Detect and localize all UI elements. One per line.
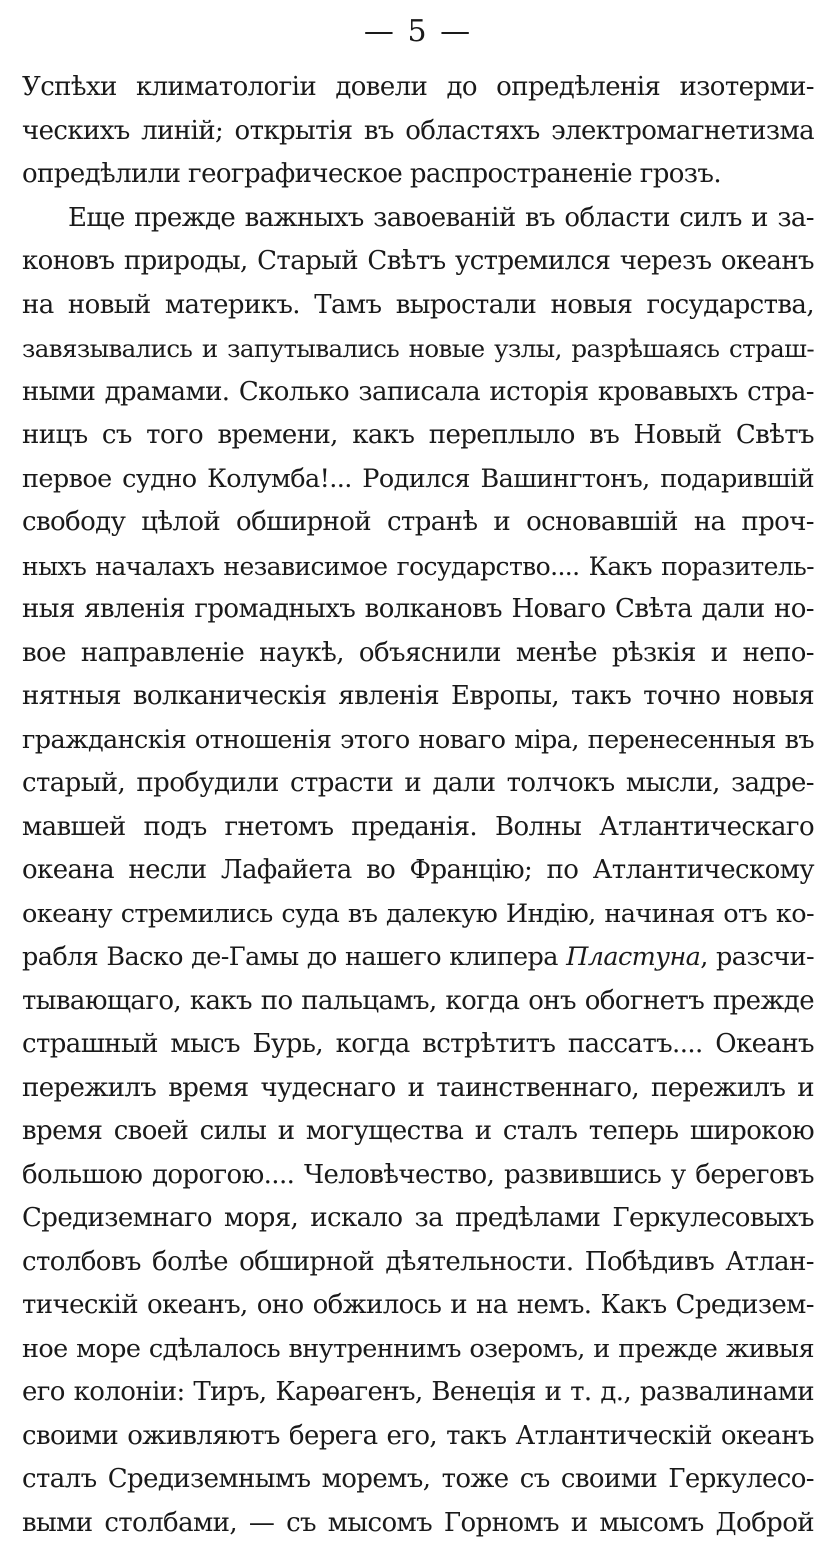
text-line: вое направленіе наукѣ, объяснили менѣе рѣзкія и непо- xyxy=(22,632,814,676)
text-line: мавшей подъ гнетомъ преданія. Волны Атлантическаго xyxy=(22,806,814,850)
text-line: страшный мысъ Бурь, когда встрѣтитъ пассатъ.... Океанъ xyxy=(22,1023,814,1067)
text-line: океана несли Лафайета во Францію; по Атлантическому xyxy=(22,849,814,893)
text-line-with-italic xyxy=(22,936,814,980)
paragraph-start-line: Еще прежде важныхъ завоеваній въ области силъ и за- xyxy=(22,197,814,241)
text-line: свободу цѣлой обширной странѣ и основавшій на проч- xyxy=(22,501,814,545)
text-line: Успѣхи климатологіи довели до опредѣленія изотерми- xyxy=(22,66,814,110)
text-line: океану стремились суда въ далекую Индію, начиная отъ ко- xyxy=(22,893,814,937)
text-line: тическій океанъ, оно обжилось и на немъ. Какъ Средизем- xyxy=(22,1284,814,1328)
text-line: сталъ Средиземнымъ моремъ, тоже съ своими Геркулесо- xyxy=(22,1458,814,1502)
text-line: выми столбами, — съ мысомъ Горномъ и мысомъ Доброй xyxy=(22,1502,814,1545)
text-line: ныя явленія громадныхъ волкановъ Новаго Свѣта дали но- xyxy=(22,588,814,632)
text-line: ницъ съ того времени, какъ переплыло въ Новый Свѣтъ xyxy=(22,414,814,458)
text-line: пережилъ время чудеснаго и таинственнаго, пережилъ и xyxy=(22,1067,814,1111)
text-line: Средиземнаго моря, искало за предѣлами Геркулесовыхъ xyxy=(22,1197,814,1241)
page-number: — 5 — xyxy=(0,12,836,52)
line-segment: , разсчи- xyxy=(700,942,814,972)
text-line: завязывались и запутывались новые узлы, разрѣшаясь страш- xyxy=(22,327,814,371)
body-text xyxy=(22,66,814,1545)
text-line: тывающаго, какъ по пальцамъ, когда онъ обогнетъ прежде xyxy=(22,980,814,1024)
text-line: ческихъ линій; открытія въ областяхъ электромагнетизма xyxy=(22,110,814,154)
text-line: своими оживляютъ берега его, такъ Атлантическій океанъ xyxy=(22,1415,814,1459)
text-line: на новый материкъ. Тамъ выростали новыя государства, xyxy=(22,284,814,328)
text-line: большою дорогою.... Человѣчество, развившись у береговъ xyxy=(22,1154,814,1198)
text-line: опредѣлили географическое распространеніе грозъ. xyxy=(22,153,814,197)
text-line: нятныя волканическія явленія Европы, такъ точно новыя xyxy=(22,675,814,719)
text-line: ныхъ началахъ независимое государство.... Какъ поразитель- xyxy=(22,545,814,589)
text-line: гражданскія отношенія этого новаго міра, перенесенныя въ xyxy=(22,719,814,763)
text-line: время своей силы и могущества и сталъ теперь широкою xyxy=(22,1110,814,1154)
line-segment: рабля Васко де-Гамы до нашего клипера xyxy=(22,942,566,972)
text-line: столбовъ болѣе обширной дѣятельности. Побѣдивъ Атлан- xyxy=(22,1241,814,1285)
text-line: ное море сдѣлалось внутреннимъ озеромъ, и прежде живыя xyxy=(22,1328,814,1372)
italic-ship-name: Пластуна xyxy=(566,942,700,972)
text-line: ными драмами. Сколько записала исторія кровавыхъ стра- xyxy=(22,371,814,415)
text-line: старый, пробудили страсти и дали толчокъ мысли, задре- xyxy=(22,762,814,806)
text-line: первое судно Колумба!... Родился Вашингтонъ, подарившій xyxy=(22,458,814,502)
text-line: коновъ природы, Старый Свѣтъ устремился черезъ океанъ xyxy=(22,240,814,284)
text-line: его колоніи: Тиръ, Карѳагенъ, Венеція и т. д., развалинами xyxy=(22,1371,814,1415)
